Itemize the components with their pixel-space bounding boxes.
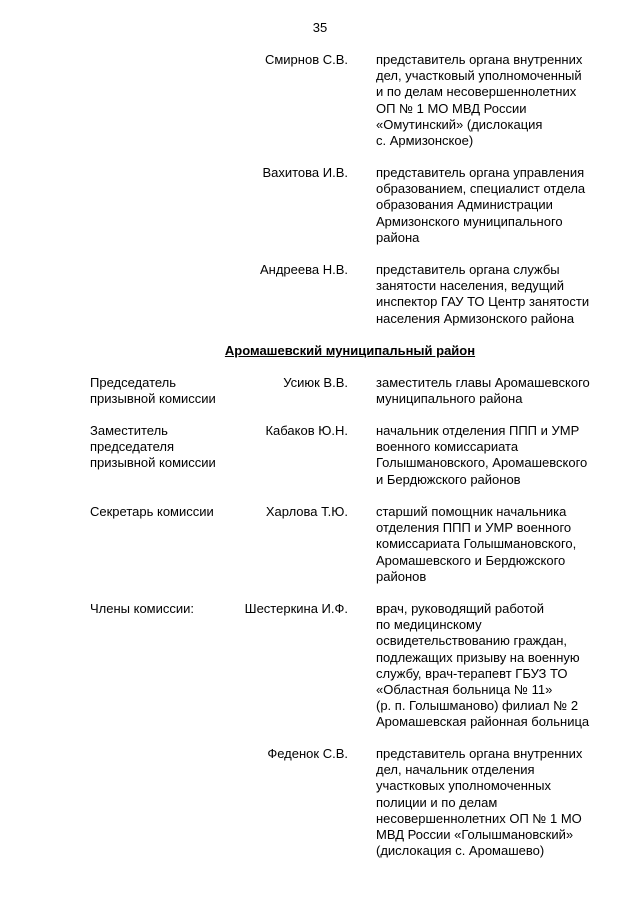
- member-name: Смирнов С.В.: [264, 52, 348, 67]
- page-number: 35: [312, 20, 328, 35]
- member-role: Заместитель председателя призывной комиссии: [90, 423, 216, 471]
- member-description: врач, руководящий работой по медицинскому освидетельствованию граждан, подлежащих призыву на военную службу, врач-терапевт ГБУЗ ТО «Областная больница № 11» (р. п. Голышманово) филиал № 2 Аромашевская районная больница: [376, 601, 590, 730]
- member-name: Харлова Т.Ю.: [265, 504, 348, 519]
- member-name: Андреева Н.В.: [259, 262, 348, 277]
- member-description: представитель органа управления образованием, специалист отдела образования Администрации Армизонского муниципального района: [376, 165, 586, 245]
- member-role: Члены комиссии:: [90, 601, 195, 616]
- member-description: начальник отделения ППП и УМР военного комиссариата Голышмановского, Аромашевского и Бердюжского районов: [376, 423, 588, 487]
- member-description: старший помощник начальника отделения ППП и УМР военного комиссариата Голышмановского, Аромашевского и Бердюжского районов: [376, 504, 577, 584]
- member-description: заместитель главы Аромашевского муниципального района: [376, 375, 590, 407]
- member-name: Усиюк В.В.: [283, 375, 348, 390]
- section-heading: Аромашевский муниципальный район: [224, 343, 476, 358]
- member-description: представитель органа внутренних дел, участковый уполномоченный и по делам несовершеннолетних ОП № 1 МО МВД России «Омутинский» (дислокация с. Армизонское): [376, 52, 583, 149]
- member-description: представитель органа службы занятости населения, ведущий инспектор ГАУ ТО Центр занятости населения Армизонского района: [376, 262, 590, 326]
- member-name: Кабаков Ю.Н.: [265, 423, 348, 438]
- member-role: Секретарь комиссии: [90, 504, 214, 519]
- member-name: Шестеркина И.Ф.: [244, 601, 348, 616]
- member-name: Феденок С.В.: [267, 746, 348, 761]
- member-description: представитель органа внутренних дел, начальник отделения участковых уполномоченных полиции и по делам несовершеннолетних ОП № 1 МО МВД России «Голышмановский» (дислокация с. Аромашево): [376, 746, 583, 859]
- member-name: Вахитова И.В.: [262, 165, 348, 180]
- member-role: Председатель призывной комиссии: [90, 375, 216, 407]
